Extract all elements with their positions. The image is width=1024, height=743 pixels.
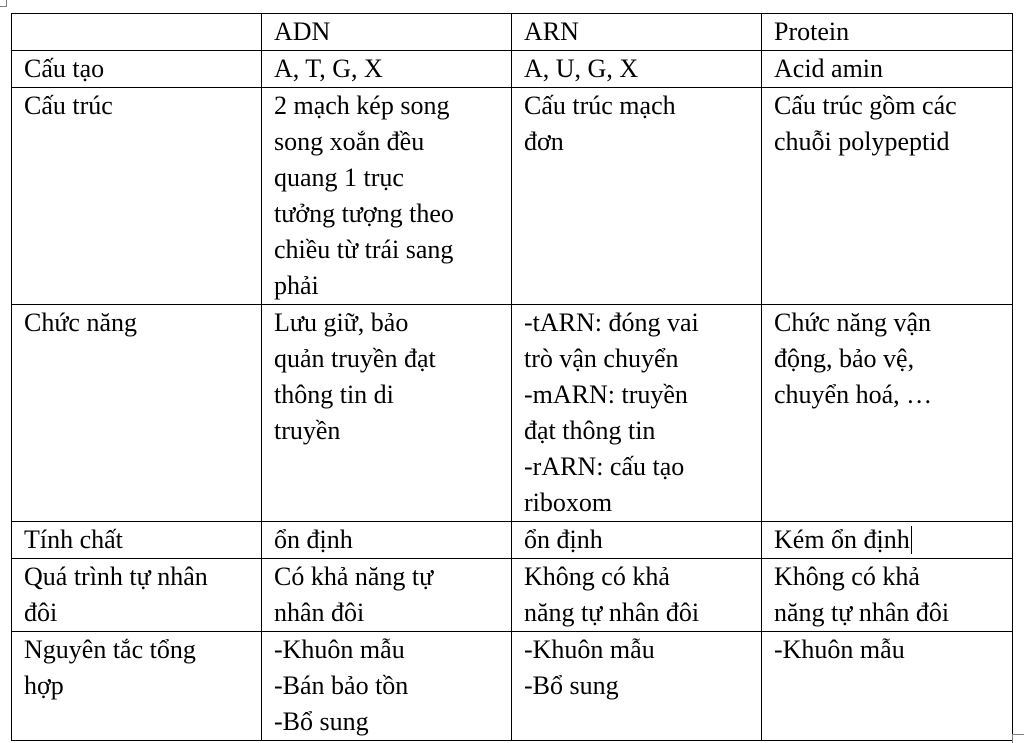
table-row: [12, 522, 1013, 559]
protein-cell[interactable]: Cấu trúc gồm các chuỗi polypeptid: [762, 88, 1013, 305]
protein-cell-text: Kém ổn định: [774, 525, 910, 554]
protein-cell[interactable]: -Khuôn mẫu: [762, 632, 1013, 741]
arn-cell[interactable]: ổn định: [512, 522, 762, 559]
row-label-cell[interactable]: Nguyên tắc tổng hợp: [12, 632, 262, 741]
adn-cell[interactable]: Có khả năng tự nhân đôi: [262, 559, 512, 632]
text-cursor: [911, 526, 912, 554]
adn-cell[interactable]: -Khuôn mẫu -Bán bảo tồn -Bổ sung: [262, 632, 512, 741]
table-row: [12, 559, 1013, 632]
protein-cell[interactable]: [762, 522, 1013, 559]
arn-cell[interactable]: -Khuôn mẫu -Bổ sung: [512, 632, 762, 741]
arn-cell[interactable]: Cấu trúc mạch đơn: [512, 88, 762, 305]
header-cell-protein[interactable]: Protein: [762, 14, 1013, 51]
row-label-cell[interactable]: Chức năng: [12, 305, 262, 522]
table-row: [12, 632, 1013, 741]
adn-cell[interactable]: 2 mạch kép song song xoắn đều quang 1 trục tưởng tượng theo chiều từ trái sang phải: [262, 88, 512, 305]
row-label-cell[interactable]: Cấu trúc: [12, 88, 262, 305]
arn-cell[interactable]: A, U, G, X: [512, 51, 762, 88]
adn-cell[interactable]: A, T, G, X: [262, 51, 512, 88]
protein-cell[interactable]: Chức năng vận động, bảo vệ, chuyển hoá, …: [762, 305, 1013, 522]
row-label-cell[interactable]: Cấu tạo: [12, 51, 262, 88]
row-label-cell[interactable]: Quá trình tự nhân đôi: [12, 559, 262, 632]
table-header-row: [12, 14, 1013, 51]
row-label-cell[interactable]: Tính chất: [12, 522, 262, 559]
table-row: [12, 51, 1013, 88]
header-cell-adn[interactable]: ADN: [262, 14, 512, 51]
arn-cell[interactable]: Không có khả năng tự nhân đôi: [512, 559, 762, 632]
comparison-table: [11, 13, 1013, 741]
adn-cell[interactable]: Lưu giữ, bảo quản truyền đạt thông tin di truyền: [262, 305, 512, 522]
page-corner-mark-top-left: [0, 0, 7, 7]
header-cell-arn[interactable]: ARN: [512, 14, 762, 51]
protein-cell[interactable]: Acid amin: [762, 51, 1013, 88]
header-cell-empty[interactable]: [12, 14, 262, 51]
table-row: [12, 88, 1013, 305]
protein-cell[interactable]: Không có khả năng tự nhân đôi: [762, 559, 1013, 632]
arn-cell[interactable]: -tARN: đóng vai trò vận chuyển -mARN: truyền đạt thông tin -rARN: cấu tạo riboxom: [512, 305, 762, 522]
table-row: [12, 305, 1013, 522]
adn-cell[interactable]: ổn định: [262, 522, 512, 559]
